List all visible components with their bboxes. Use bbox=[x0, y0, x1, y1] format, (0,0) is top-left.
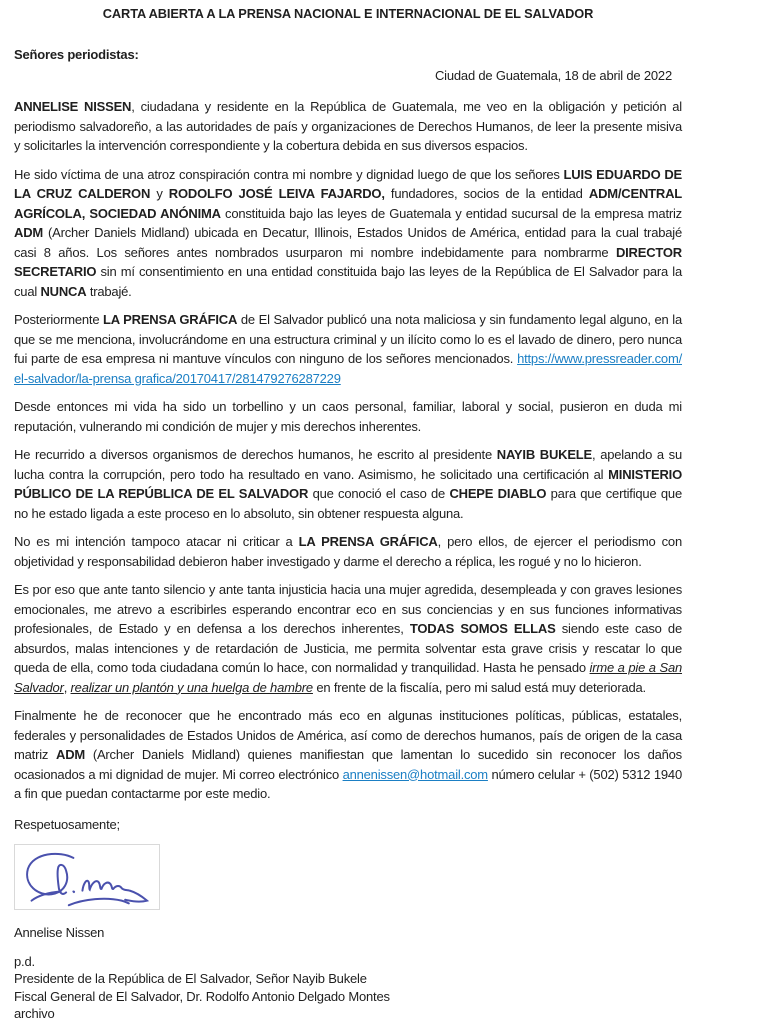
text-run: irme a pie a San Salvador bbox=[14, 660, 683, 695]
text-run: No es mi intención tampoco atacar ni criticar a bbox=[14, 534, 299, 549]
letter-body bbox=[14, 97, 682, 804]
text-run: ANNELISE NISSEN bbox=[14, 99, 132, 114]
text-run: (Archer Daniels Midland) ubicada en Decatur, Illinois, Estados Unidos de América, entidad para la cual trabajé casi 8 años. Los señores antes nombrados usurparon mi nombre indebidamente para nombrarme bbox=[14, 225, 682, 260]
postscript-label: p.d. bbox=[14, 953, 35, 969]
text-run: Desde entonces mi vida ha sido un torbellino y un caos personal, familiar, laboral y social, pusieron en duda mi reputación, vulnerando mi condición de mujer y mis derechos inherentes. bbox=[14, 399, 682, 434]
text-run: MINISTERIO PÚBLICO DE LA REPÚBLICA DE EL SALVADOR bbox=[14, 466, 682, 501]
text-run: fundadores, socios de la entidad bbox=[384, 186, 589, 201]
paragraph bbox=[14, 310, 682, 388]
letter-title: CARTA ABIERTA A LA PRENSA NACIONAL E INTERNACIONAL DE EL SALVADOR bbox=[102, 6, 594, 21]
text-run: que conoció el caso de bbox=[308, 486, 450, 501]
signature-box bbox=[14, 844, 160, 910]
text-run: , apelando a su lucha contra la corrupción, pero todo ha resultado en vano. Asimismo, he solicitado una certificación al bbox=[14, 447, 683, 482]
text-run: ADM bbox=[56, 747, 86, 762]
postscript-line: Fiscal General de El Salvador, Dr. Rodolfo Antonio Delgado Montes bbox=[14, 988, 390, 1004]
pressreader-link[interactable]: https://www.pressreader.com/el-salvador/la-prensa grafica/20170417/281479276287229 bbox=[14, 351, 682, 386]
signer-name: Annelise Nissen bbox=[14, 924, 105, 940]
text-run: sin mí consentimiento en una entidad constituida bajo las leyes de la República de El Salvador para la cual bbox=[14, 264, 682, 299]
paragraph bbox=[14, 165, 682, 302]
closing: Respetuosamente; bbox=[14, 816, 120, 832]
text-run: trabajé. bbox=[86, 283, 132, 299]
text-run: , ciudadana y residente en la República de Guatemala, me veo en la obligación y petición al periodismo salvadoreño, a las autoridades de país y organizaciones de Derechos Humanos, de leer la presente misiva y solicitarles la intervención correspondiente y la cobertura debida en sus diversos espacios. bbox=[14, 99, 682, 153]
text-run: , bbox=[63, 679, 71, 695]
paragraph bbox=[14, 532, 682, 571]
text-run: Finalmente he de reconocer que he encontrado más eco en algunas instituciones políticas, públicas, estatales, federales y personalidades de Estados Unidos de América, así como de derechos humanos, país de origen de la casa matriz bbox=[14, 708, 682, 762]
paragraph bbox=[14, 445, 682, 523]
text-run: , pero ellos, de ejercer el periodismo con objetividad y responsabilidad debieron haber investigado y darme el derecho a réplica, les rogué y no lo hicieron. bbox=[14, 534, 682, 569]
text-run: ADM bbox=[14, 225, 44, 240]
text-run: número celular + (502) 5312 1940 a fin que puedan contactarme por este medio. bbox=[14, 766, 682, 801]
text-run: LA PRENSA GRÁFICA bbox=[103, 312, 238, 327]
text-run: NUNCA bbox=[40, 283, 87, 299]
text-run: para que certifique que no he estado ligada a este proceso en lo absoluto, sin obtener respuesta alguna. bbox=[14, 486, 682, 521]
text-run: y bbox=[150, 186, 169, 201]
text-run: (Archer Daniels Midland) quienes manifiestan que lamentan lo sucedido sin reconocer los daños ocasionados a mi dignidad de mujer. Mi correo electrónico bbox=[14, 747, 682, 782]
text-run: ADM/CENTRAL AGRÍCOLA, SOCIEDAD ANÓNIMA bbox=[14, 186, 683, 221]
text-run: CHEPE DIABLO bbox=[449, 486, 547, 501]
email-link[interactable]: annenissen@hotmail.com bbox=[342, 766, 488, 782]
paragraph bbox=[14, 706, 682, 804]
dateline: Ciudad de Guatemala, 18 de abril de 2022 bbox=[434, 68, 672, 83]
text-run: Posteriormente bbox=[14, 312, 104, 327]
postscript-line: Presidente de la República de El Salvador, Señor Nayib Bukele bbox=[14, 971, 367, 986]
text-run: DIRECTOR SECRETARIO bbox=[14, 244, 682, 279]
text-run: He sido víctima de una atroz conspiración contra mi nombre y dignidad luego de que los señores bbox=[14, 166, 564, 182]
text-run: de El Salvador publicó una nota maliciosa y sin fundamento legal alguno, en la que se me menciona, involucrándome en una estructura criminal y un ilícito como lo es el lavado de dinero, pero nunca fui parte de esa empresa ni mantuve vínculos con ninguno de los señores mencionados. bbox=[14, 312, 682, 366]
postscript-line: archivo bbox=[14, 1006, 55, 1021]
paragraph bbox=[14, 580, 682, 697]
paragraph bbox=[14, 97, 682, 156]
paragraph bbox=[14, 397, 682, 436]
postscript-block bbox=[14, 953, 682, 1023]
text-run: realizar un plantón y una huelga de hambre bbox=[70, 679, 313, 695]
text-run: LA PRENSA GRÁFICA bbox=[298, 534, 438, 549]
text-run: TODAS SOMOS ELLAS bbox=[409, 621, 556, 636]
text-run: He recurrido a diversos organismos de derechos humanos, he escrito al presidente bbox=[14, 447, 497, 462]
text-run: constituida bajo las leyes de Guatemala y entidad sucursal de la empresa matriz bbox=[220, 205, 682, 221]
text-run: siendo este caso de absurdos, malas intenciones y de retardación de Justicia, me permita solventar esta grave crisis y rescatar lo que queda de ella, como toda ciudadana común lo hace, con normalidad y tranquilidad. Hasta he pensado bbox=[14, 621, 682, 675]
text-run: RODOLFO JOSÉ LEIVA FAJARDO, bbox=[168, 186, 385, 201]
signature-icon bbox=[18, 847, 156, 907]
text-run: Es por eso que ante tanto silencio y ante tanta injusticia hacia una mujer agredida, desempleada y con graves lesiones emocionales, me atrevo a escribirles esperando encontrar eco en sus conciencias y en sus funciones informativas profesionales, de Estado y en defensa a los derechos inherentes, bbox=[14, 582, 682, 636]
text-run: NAYIB BUKELE bbox=[496, 447, 593, 462]
salutation: Señores periodistas: bbox=[14, 47, 139, 62]
text-run: en frente de la fiscalía, pero mi salud está muy deteriorada. bbox=[312, 679, 646, 695]
text-run: LUIS EDUARDO DE LA CRUZ CALDERON bbox=[14, 166, 682, 201]
